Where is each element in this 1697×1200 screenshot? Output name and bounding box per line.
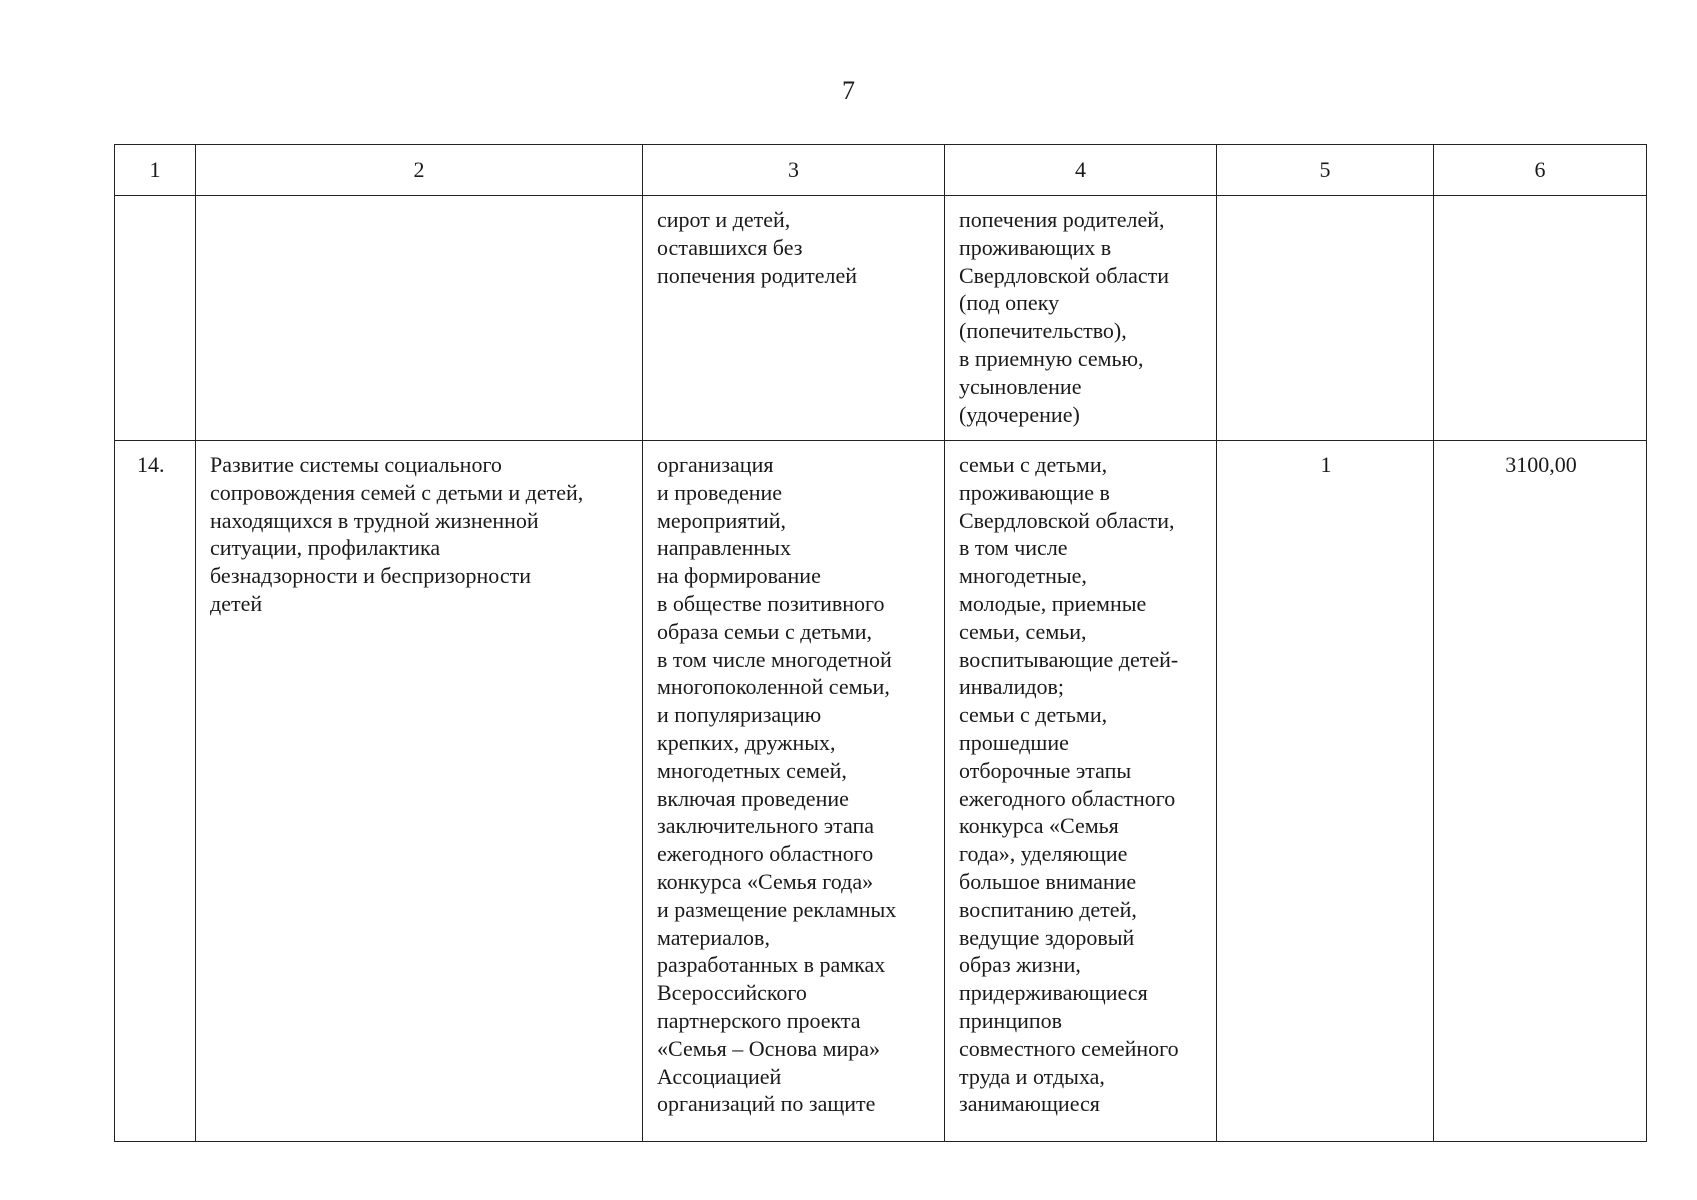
program-table: [114, 144, 1647, 1142]
row-continued-target-group: попечения родителей, проживающих в Свердловской области (под опеку (попечительство), в приемную семью, усыновление (удочерение): [945, 196, 1217, 441]
header-col-3: 3: [643, 145, 945, 196]
row-14-activity: организация и проведение мероприятий, направленных на формирование в обществе позитивного образа семьи с детьми, в том числе многодетной многопоколенной семьи, и популяризацию крепких, дружных, многодетных семей, включая проведение заключительного этапа ежегодного областного конкурса «Семья года» и размещение рекламных материалов, разработанных в рамках Всероссийского партнерского проекта «Семья – Основа мира» Ассоциацией организаций по защите: [643, 441, 945, 1142]
row-14-col6: 3100,00: [1434, 441, 1647, 1142]
header-col-2: 2: [196, 145, 643, 196]
row-14-target-group: семьи с детьми, проживающие в Свердловской области, в том числе многодетные, молодые, приемные семьи, семьи, воспитывающие детей- инвалидов; семьи с детьми, прошедшие отборочные этапы ежегодного областного конкурса «Семья года», уделяющие большое внимание воспитанию детей, ведущие здоровый образ жизни, придерживающиеся принципов совместного семейного труда и отдыха, занимающиеся: [945, 441, 1217, 1142]
row-continued-col6: [1434, 196, 1647, 441]
page-number: 7: [842, 76, 855, 105]
row-continued-title: [196, 196, 643, 441]
row-continued-number: [115, 196, 196, 441]
header-col-1: 1: [115, 145, 196, 196]
table-row-14: [115, 441, 1647, 1142]
row-continued-activity: сирот и детей, оставшихся без попечения родителей: [643, 196, 945, 441]
row-continued-col5: [1217, 196, 1434, 441]
header-col-6: 6: [1434, 145, 1647, 196]
row-14-col5: 1: [1217, 441, 1434, 1142]
header-col-5: 5: [1217, 145, 1434, 196]
row-14-number: 14.: [115, 441, 196, 1142]
table-row-continued: [115, 196, 1647, 441]
header-row: [115, 145, 1647, 196]
header-col-4: 4: [945, 145, 1217, 196]
row-14-title: Развитие системы социального сопровождения семей с детьми и детей, находящихся в трудной жизненной ситуации, профилактика безнадзорности и беспризорности детей: [196, 441, 643, 1142]
